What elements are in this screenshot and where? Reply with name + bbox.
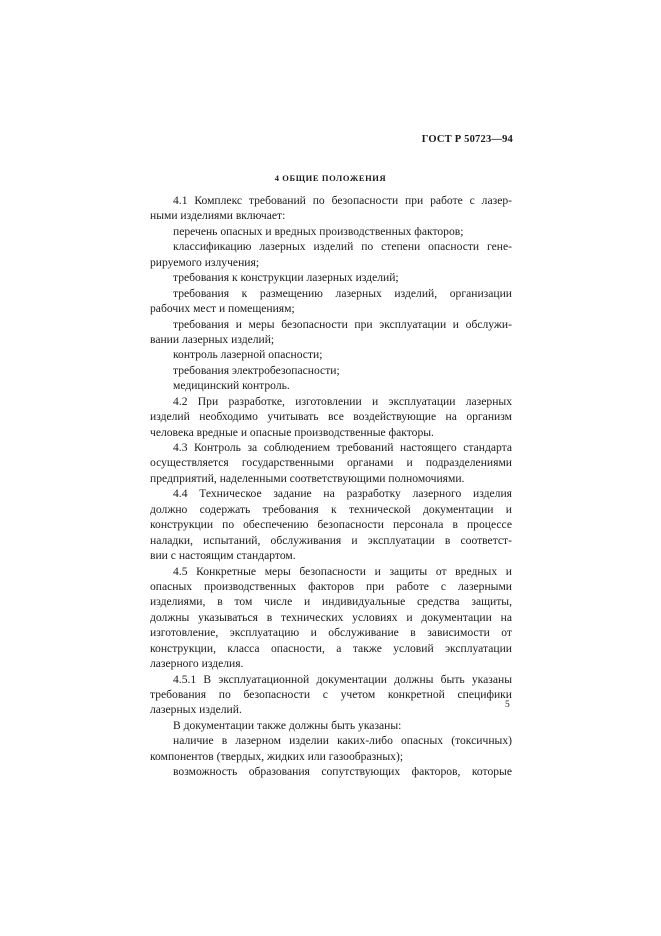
text-line: классификацию лазерных изделий по степени опасности гене- [173,240,512,254]
text-line: опасных производственных факторов при работе с лазерными [150,579,512,593]
text-line: лазерного изделия. [150,657,244,671]
text-line: ными изделиями включает: [150,209,286,223]
text-line: требования по безопасности с учетом конкретной специфики [150,688,512,701]
text-line: перечень опасных и вредных производственных факторов; [173,224,464,238]
text-line: требования к конструкции лазерных изделий; [173,271,399,285]
text-line: 4.5.1 В эксплуатационной документации должны быть указаны [173,672,512,686]
text-line: 4.5 Конкретные меры безопасности и защиты от вредных и [173,564,512,578]
document-code: ГОСТ Р 50723—94 [421,134,513,145]
section-title: 4 ОБЩИЕ ПОЛОЖЕНИЯ [274,173,387,183]
text-line: конструкции, класса опасности, а также условий эксплуатации [150,641,512,655]
text-line: компонентов (твердых, жидких или газообразных); [150,749,404,763]
text-line: 4.1 Комплекс требований по безопасности при работе с лазер- [173,194,512,207]
text-line: медицинский контроль. [173,379,290,393]
text-line: В документации также должны быть указаны: [173,718,402,732]
text-line: 4.4 Техническое задание на разработку лазерного изделия [173,487,512,501]
text-line: должны указываться в технических условиях и документации на [150,610,512,624]
text-line: возможность образования сопутствующих факторов, которые [173,765,512,779]
text-line: изготовление, эксплуатацию и обслуживание в зависимости от [150,626,512,640]
text-line: вании лазерных изделий; [150,332,275,346]
text-line: вии с настоящим стандартом. [150,549,296,563]
text-line: требования к размещению лазерных изделий, организации [173,286,512,300]
document-body [150,193,512,780]
text-line: предприятий, наделенными соответствующими полномочиями. [150,471,465,485]
text-line: рируемого излучения; [150,255,260,269]
text-line: должно содержать требования к технической документации и [150,502,512,516]
text-line: рабочих мест и помещениям; [150,302,295,316]
text-line: наладки, испытаний, обслуживания и эксплуатации в соответст- [150,533,512,547]
text-line: конструкции по обеспечению безопасности персонала в процессе [150,518,512,532]
text-line: требования электробезопасности; [173,363,340,377]
text-line: контроль лазерной опасности; [173,348,323,362]
text-line: 4.3 Контроль за соблюдением требований настоящего стандарта [173,441,512,454]
text-line: наличие в лазерном изделии каких-либо опасных (токсичных) [173,734,512,748]
text-line: требования и меры безопасности при эксплуатации и обслужи- [173,317,512,331]
text-line: человека вредные и опасные производственные факторы. [150,425,434,439]
text-line: изделиями, в том числе и индивидуальные средства защиты, [150,595,512,609]
page-number: 5 [505,700,510,710]
text-line: 4.2 При разработке, изготовлении и эксплуатации лазерных [173,394,512,408]
text-line: осуществляется государственными органами и подразделениями [150,456,512,470]
text-line: изделий необходимо учитывать все воздействующие на организм [150,410,512,424]
text-line: лазерных изделий. [150,703,242,717]
